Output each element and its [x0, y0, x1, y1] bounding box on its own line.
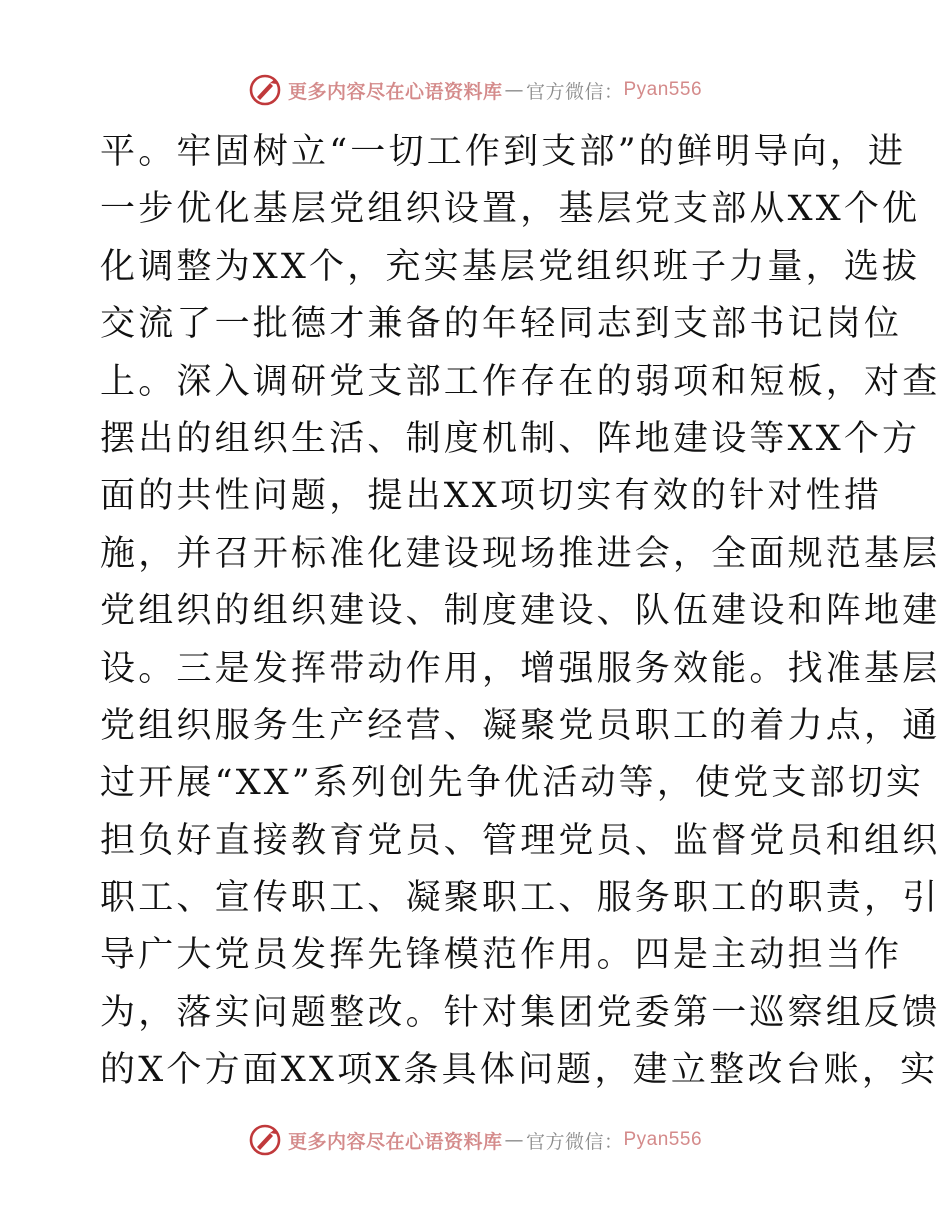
- text-line: 一步优化基层党组织设置，基层党支部从XX个优: [100, 189, 921, 230]
- footer-wechat-label: 官方微信：: [525, 1130, 624, 1153]
- text-line: 职工、宣传职工、凝聚职工、服务职工的职责，引: [100, 878, 941, 919]
- header-wechat-label: 官方微信：: [525, 80, 624, 103]
- text-line: 担负好直接教育党员、管理党员、监督党员和组织: [100, 820, 941, 861]
- text-line: 摆出的组织生活、制度机制、阵地建设等XX个方: [100, 418, 921, 459]
- header-site-name: 更多内容尽在心语资料库: [287, 80, 503, 103]
- header-watermark: [0, 70, 950, 110]
- text-line: 化调整为XX个，充实基层党组织班子力量，选拔: [100, 246, 921, 287]
- footer-separator: —: [504, 1129, 524, 1151]
- header-wechat-id: Pyan556: [623, 79, 703, 100]
- pen-nib-seal-icon: [248, 1123, 282, 1157]
- text-line: 过开展“XX”系列创先争优活动等，使党支部切实: [100, 763, 925, 804]
- text-line: 为，落实问题整改。针对集团党委第一巡察组反馈: [100, 992, 941, 1033]
- text-line: 导广大党员发挥先锋模范作用。四是主动担当作: [100, 935, 903, 976]
- text-line: 平。牢固树立“一切工作到支部”的鲜明导向，进: [100, 132, 907, 172]
- text-line: 施，并召开标准化建设现场推进会，全面规范基层: [100, 533, 941, 574]
- body-text: [100, 124, 941, 1100]
- header-separator: —: [504, 79, 524, 101]
- text-line: 设。三是发挥带动作用，增强服务效能。找准基层: [100, 648, 941, 689]
- text-line: 交流了一批德才兼备的年轻同志到支部书记岗位: [100, 304, 903, 345]
- text-line: 上。深入调研党支部工作存在的弱项和短板，对查: [100, 361, 941, 402]
- text-line: 面的共性问题，提出XX项切实有效的针对性措: [100, 476, 883, 517]
- footer-watermark: [0, 1120, 950, 1160]
- text-line: 党组织的组织建设、制度建设、队伍建设和阵地建: [100, 591, 941, 632]
- text-line: 的X个方面XX项X条具体问题，建立整改台账，实: [100, 1050, 939, 1091]
- footer-site-name: 更多内容尽在心语资料库: [287, 1130, 503, 1153]
- text-line: 党组织服务生产经营、凝聚党员职工的着力点，通: [100, 705, 941, 746]
- pen-nib-seal-icon: [248, 73, 282, 107]
- footer-wechat-id: Pyan556: [623, 1129, 703, 1150]
